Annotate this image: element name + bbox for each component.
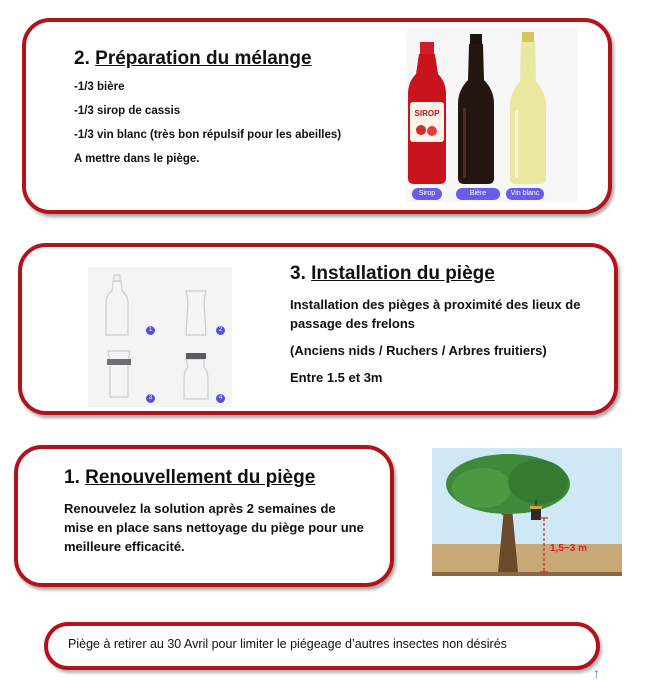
tag-sirop: Sirop <box>412 188 442 200</box>
renewal-body: Renouvelez la solution après 2 semaines de mise en place sans nettoyage du piège pour une meilleure efficacité. <box>64 501 364 554</box>
notice-box <box>44 622 600 670</box>
tree-illustration <box>432 448 622 576</box>
preparation-title: 2. Préparation du mélange <box>74 48 312 69</box>
installation-card <box>18 243 618 415</box>
trap-steps-photo <box>88 267 232 407</box>
step-number: 1 <box>146 326 155 335</box>
bottles-photo <box>406 28 578 209</box>
renewal-card <box>14 445 394 587</box>
tag-vin: Vin blanc <box>506 188 544 200</box>
preparation-card <box>22 18 612 214</box>
step-number: 4 <box>216 394 225 403</box>
tag-biere: Bière brune <box>456 188 500 200</box>
ingredient-line: -1/3 sirop de cassis <box>74 105 181 117</box>
installation-line: (Anciens nids / Ruchers / Arbres fruitiers) <box>290 343 547 358</box>
step-number: 2 <box>216 326 225 335</box>
trap-steps-illustration <box>88 267 232 407</box>
notice-text: Piège à retirer au 30 Avril pour limiter le piégeage d’autres insectes non désirés <box>68 637 507 651</box>
ingredient-line: -1/3 bière <box>74 81 125 93</box>
installation-line: Installation des pièges à proximité des lieux de passage des frelons <box>290 297 581 331</box>
instruction-line: A mettre dans le piège. <box>74 153 200 165</box>
renewal-text <box>64 467 364 564</box>
renewal-title: 1. Renouvellement du piège <box>64 467 316 488</box>
syrup-label: SIROP <box>414 109 440 118</box>
step-number: 3 <box>146 394 155 403</box>
arrow-up-icon[interactable]: ↑ <box>593 665 600 681</box>
preparation-text <box>74 48 354 176</box>
installation-text <box>290 263 600 395</box>
height-label: 1,5~3 m <box>550 543 587 554</box>
installation-title: 3. Installation du piège <box>290 263 495 284</box>
ingredient-line: -1/3 vin blanc (très bon répulsif pour les abeilles) <box>74 129 342 141</box>
bottles-illustration <box>406 28 578 202</box>
installation-line: Entre 1.5 et 3m <box>290 370 383 385</box>
